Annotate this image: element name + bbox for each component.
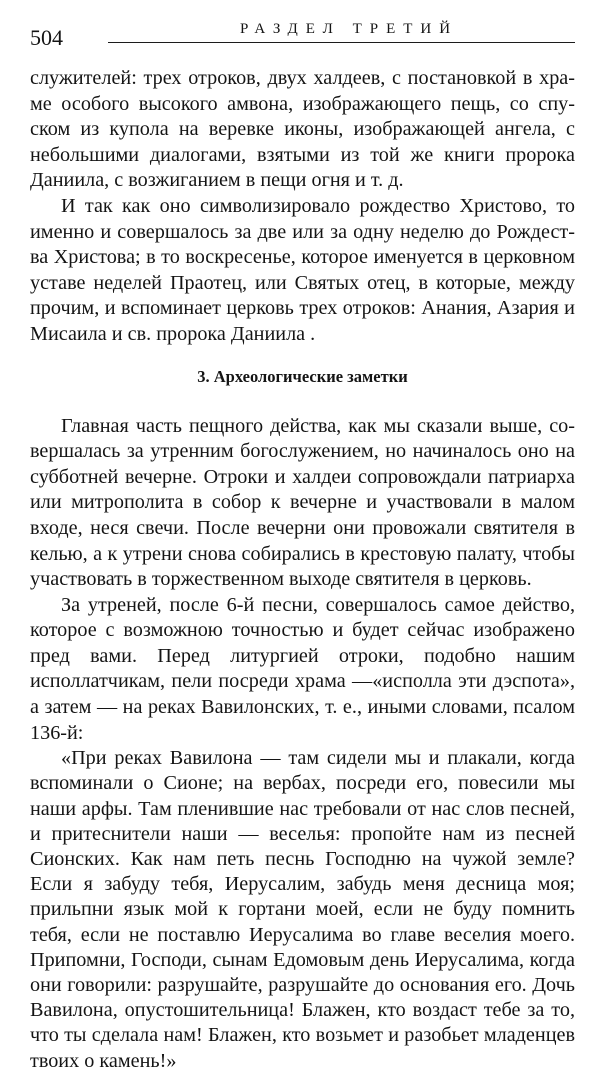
paragraph: Главная часть пещного действа, как мы сказали выше, совершалась за утренним богослужением, но начиналось оно на субботней вечерне. Отроки и халдеи сопровождали патриарха или митрополита в собор к вечерне и участвовали в малом входе, неся свечи. После вечерни они провожали святителя в келью, а к утрени снова собирались в крестовую палату, чтобы участвовать в торжественном выходе святителя в церковь.: [30, 414, 575, 591]
body-text: [30, 66, 575, 1074]
section-heading: 3. Археологические заметки: [197, 366, 408, 386]
page-header: [30, 18, 575, 50]
paragraph: И так как оно символизировало рождество Христово, то именно и совершалось за две или за одну неделю до Рождества Христова; в то воскресенье, которое именуется в церковном уставе неделей Праотец, или Святых отец, в которые, между прочим, и вспоминает церковь трех отроков: Анания, Азария и Мисаила и св. пророка Даниила .: [30, 194, 575, 345]
paragraph: За утреней, после 6-й песни, совершалось самое действо, которое с возможною точностью и будет сейчас изображено пред вами. Перед литургией отроки, подобно нашим исполлатчикам, пели посреди храма —«исполла эти дэспота», а затем — на реках Вавилонских, т. е., иными словами, псалом 136-й:: [30, 593, 575, 744]
paragraph-continued: служителей: трех отроков, двух халдеев, с постановкой в храме особого высокого амвона, изображающего пещь, со спуском из купола на веревке иконы, изображающей ангела, с небольшими диалогами, взятыми из той же книги пророка Даниила, с возжиганием в пещи огня и т. д.: [30, 67, 575, 192]
header-rule: [108, 42, 575, 43]
psalm-quote: «При реках Вавилона — там сидели мы и плакали, когда вспоминали о Сионе; на вербах, посреди его, повесили мы наши арфы. Там пленившие нас требовали от нас слов песней, и притеснители наши — веселья: пропойте нам из песней Сионских. Как нам петь песнь Господню на чужой земле? Если я забуду тебя, Иерусалим, забудь меня десница моя; прильпни язык мой к гортани моей, если не буду помнить тебя, если не поставлю Иерусалима во главе веселия моего. Припомни, Господи, сынам Едомовым день Иерусалима, когда они говорили: разрушайте, разрушайте до основания его. Дочь Вавилона, опустошительница! Блажен, кто воздаст тебе за то, что ты сделала нам! Блажен, кто возьмет и разобьет младенцев твоих о камень!»: [30, 747, 575, 1072]
page-number: 504: [30, 25, 63, 50]
running-head: РАЗДЕЛ ТРЕТИЙ: [240, 21, 459, 37]
